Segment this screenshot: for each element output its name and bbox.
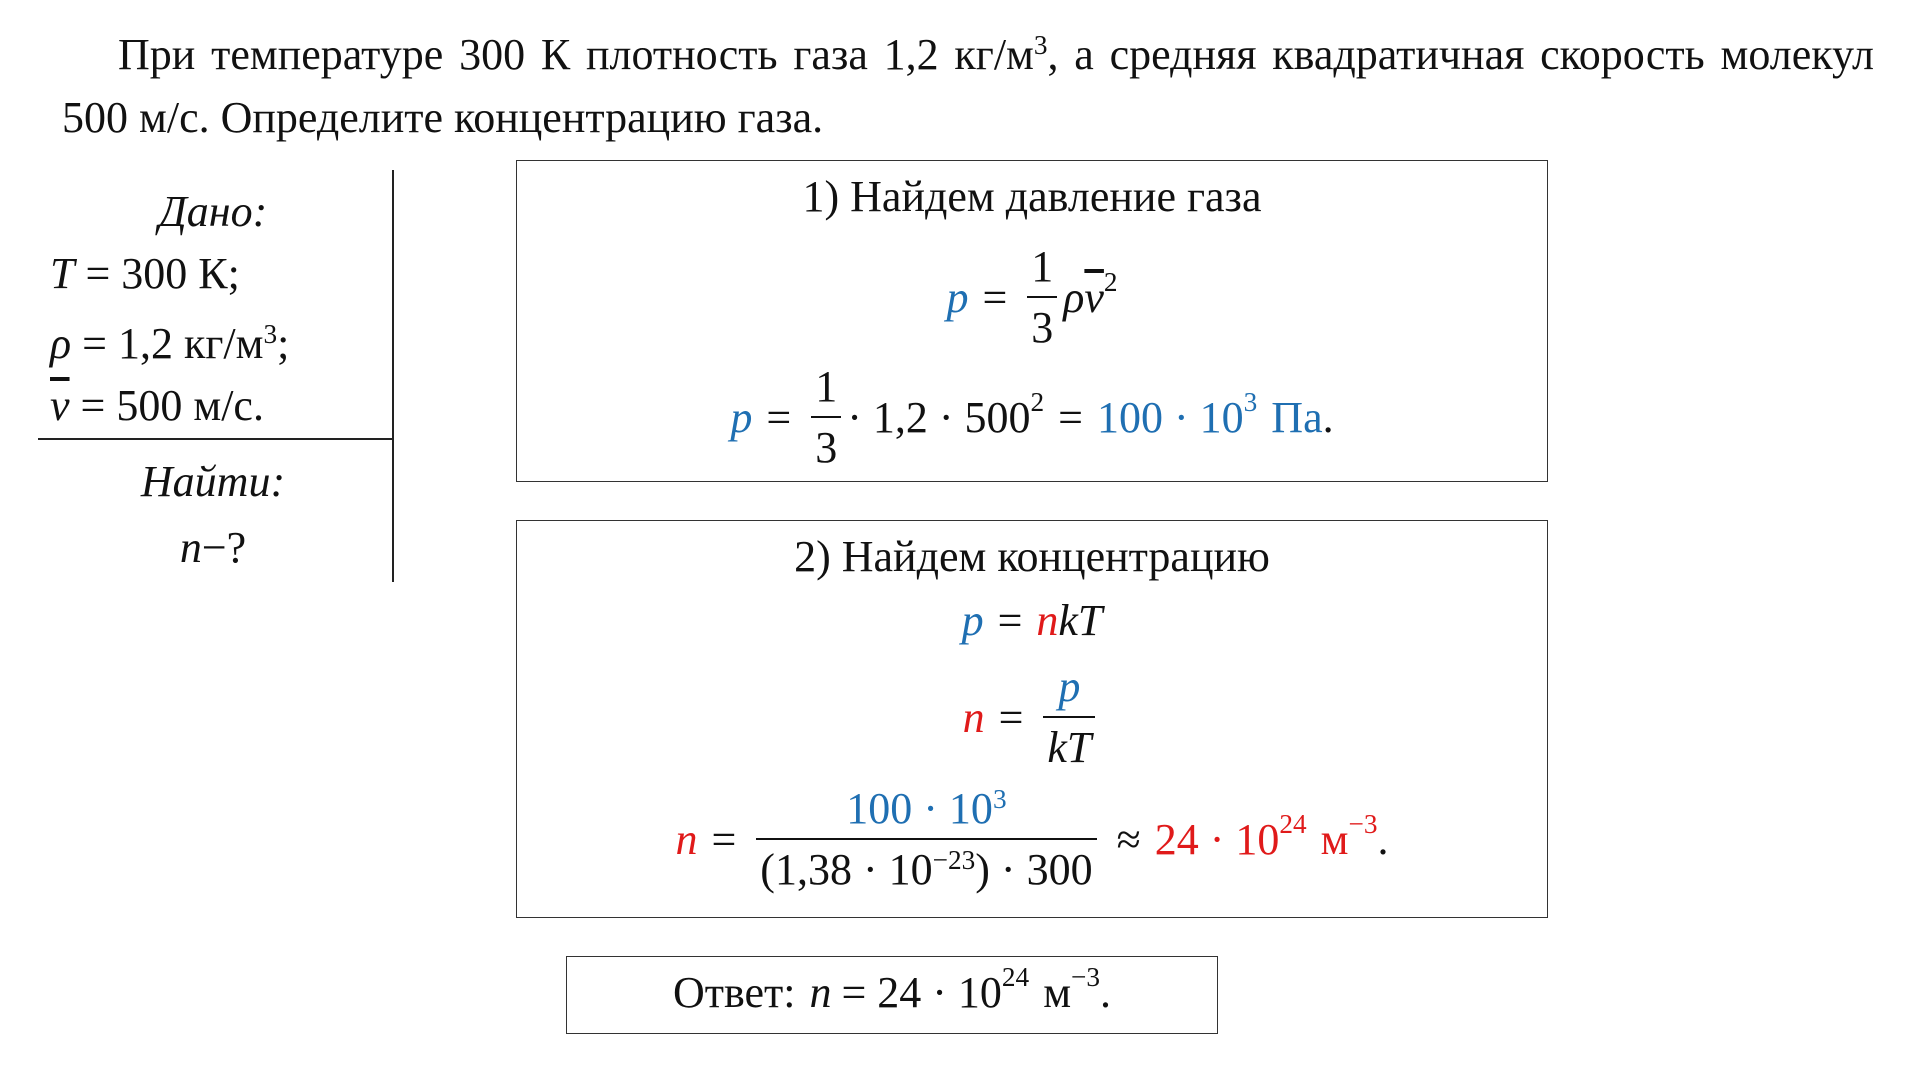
step1-title: 1) Найдем давление газа — [802, 172, 1262, 221]
given-rho-end: ; — [277, 319, 290, 368]
step2-f3-eq: = — [711, 814, 737, 864]
step2-f1-eq: = — [997, 596, 1023, 645]
step1-f1-eq: = — [982, 272, 1008, 322]
step2-formula-1 — [517, 595, 1547, 646]
step2-f2-fraction — [1043, 661, 1095, 773]
step2-f3-den-a: (1,38 · 10 — [760, 845, 933, 894]
find-target — [38, 522, 388, 573]
step1-f2-mid: · 1,2 · 500 — [847, 392, 1031, 442]
step2-f3-n: n — [675, 814, 698, 864]
find-heading: Найти: — [140, 457, 286, 506]
step1-f2-dot: . — [1322, 392, 1334, 442]
step1-f2-eq: = — [766, 392, 792, 442]
step1-f2-den: 3 — [811, 416, 841, 473]
step2-f3-den-b: ) · 300 — [975, 845, 1093, 894]
step1-box — [516, 160, 1548, 482]
answer-unit: м — [1043, 968, 1072, 1017]
step2-f3-result-sup: 24 — [1279, 808, 1307, 839]
problem-statement — [62, 26, 1874, 147]
given-heading: Дано: — [158, 187, 268, 236]
step1-f1-sup: 2 — [1103, 266, 1118, 297]
step2-f2-den: kT — [1043, 716, 1095, 773]
answer-line — [567, 962, 1217, 1018]
step1-f1-fraction — [1027, 241, 1057, 353]
given-divider-vertical — [392, 170, 394, 582]
given-v-var: $\overline{v}$ — [50, 381, 70, 430]
given-t-var: T — [50, 249, 75, 298]
given-rho-var: ρ — [50, 319, 72, 368]
answer-value: = 24 · 10 — [841, 968, 1002, 1017]
given-density — [50, 318, 289, 369]
step1-f2-result: 100 · 10 — [1097, 392, 1244, 442]
given-t-val: = 300 К; — [85, 249, 240, 298]
step1-f2-eq2: = — [1058, 392, 1083, 442]
step2-f3-dot: . — [1377, 814, 1389, 864]
problem-text-1: При температуре 300 К плотность газа 1,2 кг/м — [118, 30, 1034, 79]
answer-unit-sup: −3 — [1071, 962, 1101, 992]
step2-f3-unit-sup: −3 — [1348, 808, 1378, 839]
step2-f1-p: p — [961, 596, 984, 645]
given-v-val: = 500 м/с. — [80, 381, 264, 430]
step2-f3-den-sup: −23 — [932, 845, 976, 875]
step1-f1-v: $\overline{v}$ — [1084, 272, 1104, 322]
answer-label: Ответ: — [672, 968, 796, 1017]
step2-f2-n: n — [962, 692, 985, 742]
step2-f3-num-text: 100 · 10 — [846, 784, 993, 833]
given-velocity — [50, 380, 264, 431]
step2-formula-3 — [517, 783, 1547, 895]
step2-f3-num — [842, 783, 1010, 838]
step1-formula-1 — [517, 241, 1547, 353]
problem-sup: 3 — [1033, 30, 1048, 60]
given-rho-sup: 3 — [263, 319, 278, 349]
step2-formula-2 — [517, 661, 1547, 773]
find-question: −? — [201, 523, 247, 572]
step1-f2-result-sup: 3 — [1243, 386, 1258, 417]
answer-sup: 24 — [1001, 962, 1030, 992]
step2-f3-approx: ≈ — [1116, 814, 1141, 864]
given-temperature — [50, 248, 240, 299]
step1-f2-unit: Па — [1271, 392, 1323, 442]
problem-text-2: , а средняя квадратичная скорость молекул 500 м/с. Определите концентрацию газа. — [62, 30, 1875, 142]
answer-n: n — [809, 968, 832, 1017]
step2-f1-kt: kT — [1058, 596, 1103, 645]
step1-f1-num: 1 — [1031, 242, 1054, 291]
step2-f2-eq: = — [998, 692, 1024, 742]
given-divider-horizontal — [38, 438, 392, 440]
step1-f2-num: 1 — [815, 362, 838, 411]
step1-f2-mid-sup: 2 — [1030, 386, 1045, 417]
step1-f2-p: p — [730, 392, 753, 442]
step1-f1-den: 3 — [1027, 296, 1057, 353]
step1-f1-rho: ρ — [1063, 272, 1085, 322]
step1-f1-p: p — [946, 272, 969, 322]
step1-f2-fraction — [811, 361, 841, 473]
find-var: n — [179, 523, 202, 572]
step1-formula-2 — [517, 361, 1547, 473]
step2-f3-unit: м — [1320, 814, 1349, 864]
step2-f3-fraction — [756, 783, 1096, 895]
step2-f3-den — [756, 838, 1096, 895]
step2-f1-n: n — [1036, 596, 1059, 645]
step2-f3-result: 24 · 10 — [1154, 814, 1280, 864]
answer-dot: . — [1100, 968, 1112, 1017]
answer-box — [566, 956, 1218, 1034]
step2-box — [516, 520, 1548, 918]
given-rho-val: = 1,2 кг/м — [82, 319, 264, 368]
step2-title: 2) Найдем концентрацию — [794, 532, 1270, 581]
step2-f3-num-sup: 3 — [992, 784, 1007, 814]
step2-f2-num: p — [1058, 662, 1081, 711]
